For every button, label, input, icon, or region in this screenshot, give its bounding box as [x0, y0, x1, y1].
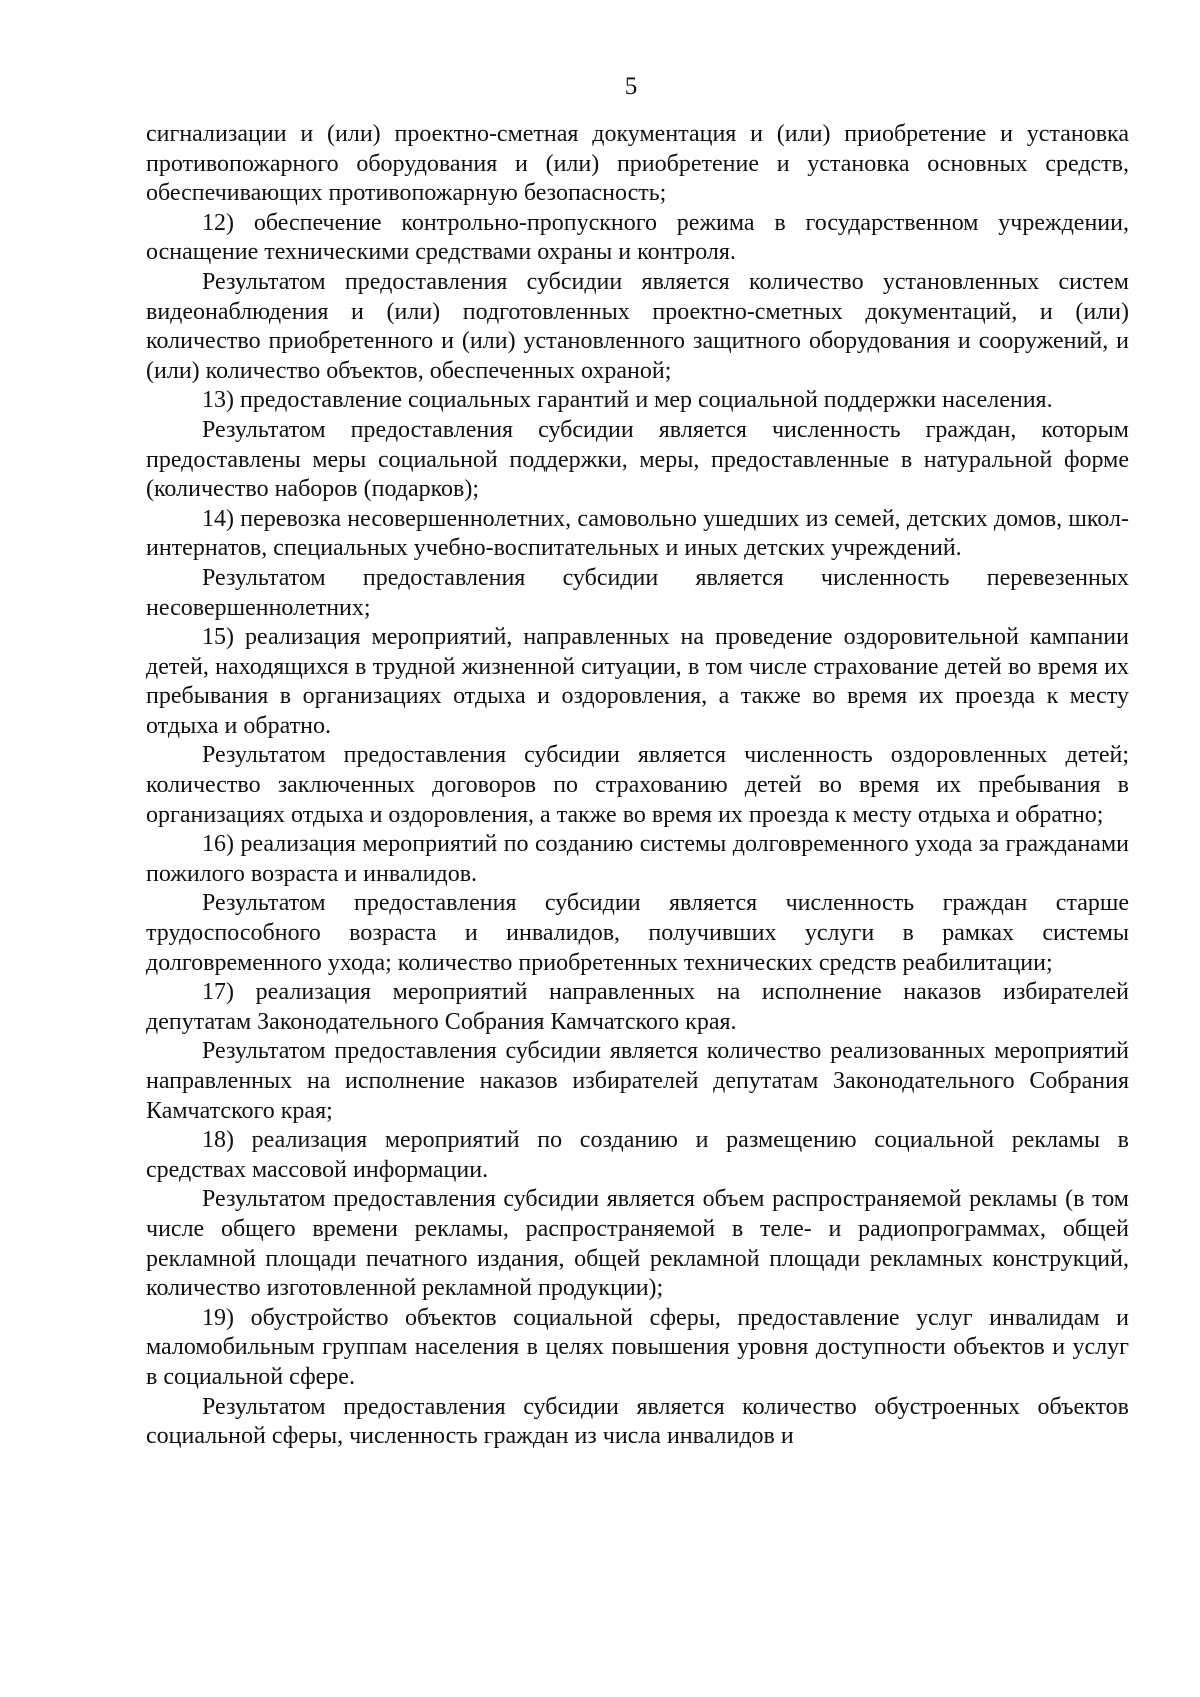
page-number: 5 [624, 73, 638, 100]
paragraph-item-13: 13) предоставление социальных гарантий и мер социальной поддержки населения. [202, 387, 1053, 414]
paragraph-item-14: 14) перевозка несовершеннолетних, самовольно ушедших из семей, детских домов, школ-интернатов, специальных учебно-воспитательных и иных детских учреждений. [146, 505, 1129, 562]
paragraph-result-18: Результатом предоставления субсидии является объем распространяемой рекламы (в том числе общего времени рекламы, распространяемой в теле- и радиопрограммах, общей рекламной площади печатного издания, общей рекламной площади рекламных конструкций, количество изготовленной рекламной продукции); [146, 1186, 1129, 1302]
paragraph-result-16: Результатом предоставления субсидии является численность граждан старше трудоспособного возраста и инвалидов, получивших услуги в рамках системы долговременного ухода; количество приобретенных технических средств реабилитации; [146, 890, 1129, 976]
paragraph-result-15: Результатом предоставления субсидии является численность оздоровленных детей; количество заключенных договоров по страхованию детей во время их пребывания в организациях отдыха и оздоровления, а также во время их проезда к месту отдыха и обратно; [146, 742, 1129, 828]
paragraph-result-12: Результатом предоставления субсидии является количество установленных систем видеонаблюдения и (или) подготовленных проектно-сметных документаций, и (или) количество приобретенного и (или) установленного защитного оборудования и сооружений, и (или) количество объектов, обеспеченных охраной; [146, 268, 1129, 384]
paragraph-item-16: 16) реализация мероприятий по созданию системы долговременного ухода за гражданами пожилого возраста и инвалидов. [146, 831, 1129, 887]
paragraph-item-17: 17) реализация мероприятий направленных на исполнение наказов избирателей депутатам Законодательного Собрания Камчатского края. [146, 979, 1129, 1035]
document-body [146, 120, 1129, 1452]
paragraph-result-13: Результатом предоставления субсидии является численность граждан, которым предоставлены меры социальной поддержки, меры, предоставленные в натуральной форме (количество наборов (подарков); [146, 416, 1129, 503]
paragraph-result-19: Результатом предоставления субсидии является количество обустроенных объектов социальной сферы, численность граждан из числа инвалидов и [146, 1393, 1129, 1450]
paragraph-result-17: Результатом предоставления субсидии является количество реализованных мероприятий направленных на исполнение наказов избирателей депутатам Законодательного Собрания Камчатского края; [146, 1038, 1129, 1124]
paragraph-item-12: 12) обеспечение контрольно-пропускного режима в государственном учреждении, оснащение техническими средствами охраны и контроля. [146, 209, 1129, 266]
paragraph-item-15: 15) реализация мероприятий, направленных на проведение оздоровительной кампании детей, находящихся в трудной жизненной ситуации, в том числе страхование детей во время их пребывания в организациях отдыха и оздоровления, а также во время их проезда к месту отдыха и обратно. [146, 624, 1129, 739]
paragraph-item-19: 19) обустройство объектов социальной сферы, предоставление услуг инвалидам и маломобильным группам населения в целях повышения уровня доступности объектов и услуг в социальной сфере. [146, 1304, 1129, 1390]
paragraph-continuation: сигнализации и (или) проектно-сметная документация и (или) приобретение и установка противопожарного оборудования и (или) приобретение и установка основных средств, обеспечивающих противопожарную безопасность; [146, 121, 1129, 207]
paragraph-item-18: 18) реализация мероприятий по созданию и размещению социальной рекламы в средствах массовой информации. [146, 1127, 1129, 1183]
paragraph-result-14: Результатом предоставления субсидии является численность перевезенных несовершеннолетних; [146, 564, 1129, 621]
